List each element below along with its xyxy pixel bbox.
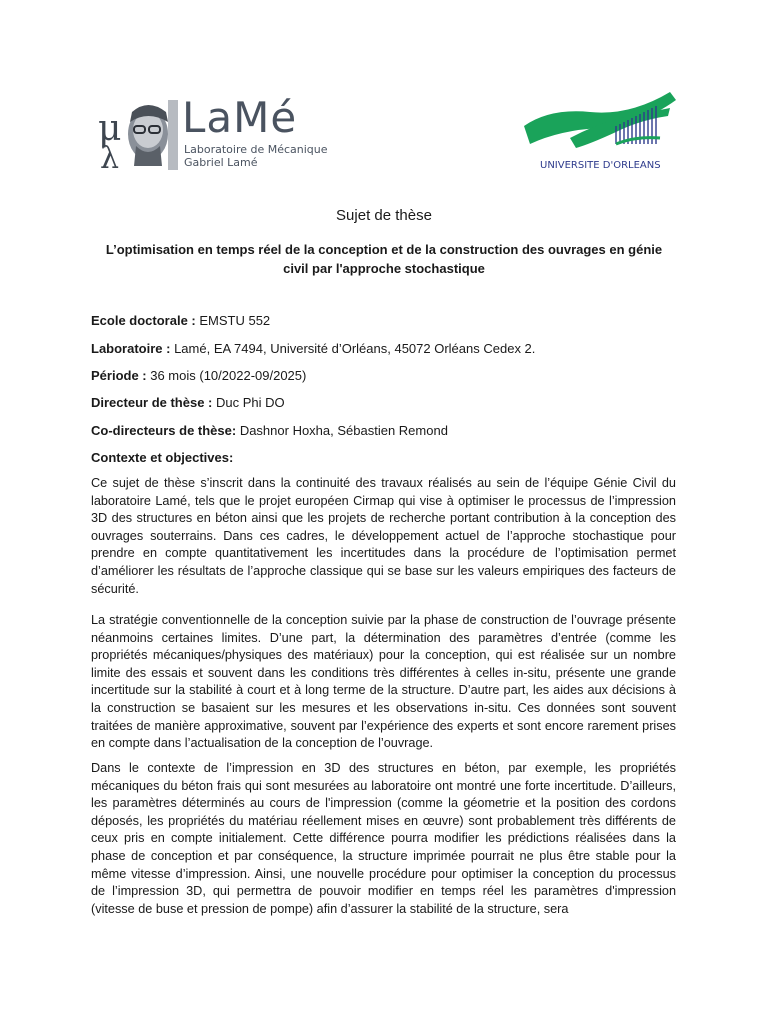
svg-text:λ: λ [100, 141, 120, 170]
info-directeur [91, 395, 285, 411]
info-periode-label: Période : [91, 368, 147, 383]
lame-portrait-icon [96, 100, 180, 170]
info-ecole [91, 313, 270, 329]
lame-wordmark: LaMé [182, 93, 298, 142]
info-laboratoire [91, 341, 535, 357]
info-codirecteurs-value: Dashnor Hoxha, Sébastien Remond [236, 423, 448, 438]
info-labo-value: Lamé, EA 7494, Université d’Orléans, 45072 Orléans Cedex 2. [170, 341, 536, 356]
info-ecole-value: EMSTU 552 [195, 313, 271, 328]
context-paragraph-2: La stratégie conventionnelle de la conception suivie par la phase de construction de l’ouvrage présente néanmoins certaines limites. D’une part, la détermination des paramètres d’entrée (comme les propriétés mécaniques/physiques des matériaux) pour la conception, qui est réalisée sur un nombre limite des essais et souvent dans les conditions très différentes à celles in-situ, présente une grande incertitude sur la stabilité à court et à long terme de la structure. D’autre part, les aides aux décisions à la construction se basaient sur les mesures et les observations in-situ. Ces données sont souvent traitées de manière approximative, souvent par l’expérience des experts et sont encore rarement prises en compte dans l’actualisation de la conception de l’ouvrage. [91, 613, 676, 751]
thesis-title: L’optimisation en temps réel de la conception et de la construction des ouvrages en génie civil par l'approche stochastique [105, 242, 663, 276]
svg-text:μ: μ [98, 108, 122, 149]
context-paragraph-1: Ce sujet de thèse s’inscrit dans la continuité des travaux réalisés au sein de l’équipe Génie Civil du laboratoire Lamé, tels que le projet européen Cirmap qui vise à optimiser le processus de l’impression 3D des structures en béton ainsi que les projets de recherche portant contribution à la conception des ouvrages souterrains. Dans ces cadres, le développement actuel de l’approche stochastique pour prendre en compte quantitativement les incertitudes dans la procédure de l’optimisation permet d’améliorer les résultats de l’approche classique qui se base sur les valeurs empiriques des facteurs de sécurité. [91, 476, 676, 596]
info-codirecteurs-label: Co-directeurs de thèse: [91, 423, 237, 438]
info-labo-label: Laboratoire : [91, 341, 171, 356]
info-periode [91, 368, 306, 384]
lab-name-line2: Gabriel Lamé [184, 156, 258, 169]
info-ecole-label: Ecole doctorale : [91, 313, 196, 328]
context-paragraph-3: Dans le contexte de l’impression en 3D des structures en béton, par exemple, les propriétés mécaniques du béton frais qui sont mesurées au laboratoire ont montré une forte incertitude. D’ailleurs, les paramètres déterminés au cours de l'impression (comme la géometrie et la position des cordons déposés, les propriétés du matériau réellement mises en œuvre) sont probablement très différents de ceux pris en compte initialement. Cette différence pourra modifier les prédictions réalisées dans la phase de conception et par conséquence, la structure imprimée pourrait ne plus être stable pour la même vitesse d’impression. Ainsi, une nouvelle procédure pour optimiser la conception du processus de l’impression 3D, qui permettra de pouvoir modifier en temps réel les paramètres d'impression (vitesse de buse et pression de pompe) afin d’assurer la stabilité de la structure, sera [91, 761, 676, 916]
university-name: UNIVERSITE D'ORLEANS [540, 160, 661, 171]
info-codirecteurs [91, 423, 448, 439]
info-directeur-label: Directeur de thèse : [91, 395, 213, 410]
info-periode-value: 36 mois (10/2022-09/2025) [146, 368, 307, 383]
subject-heading: Sujet de thèse [336, 207, 432, 224]
lame-logo [96, 93, 336, 170]
lab-name-line1: Laboratoire de Mécanique [184, 143, 328, 156]
university-emblem-icon [520, 86, 680, 158]
context-heading: Contexte et objectives: [91, 450, 234, 465]
university-logo [520, 86, 680, 176]
info-directeur-value: Duc Phi DO [212, 395, 285, 410]
